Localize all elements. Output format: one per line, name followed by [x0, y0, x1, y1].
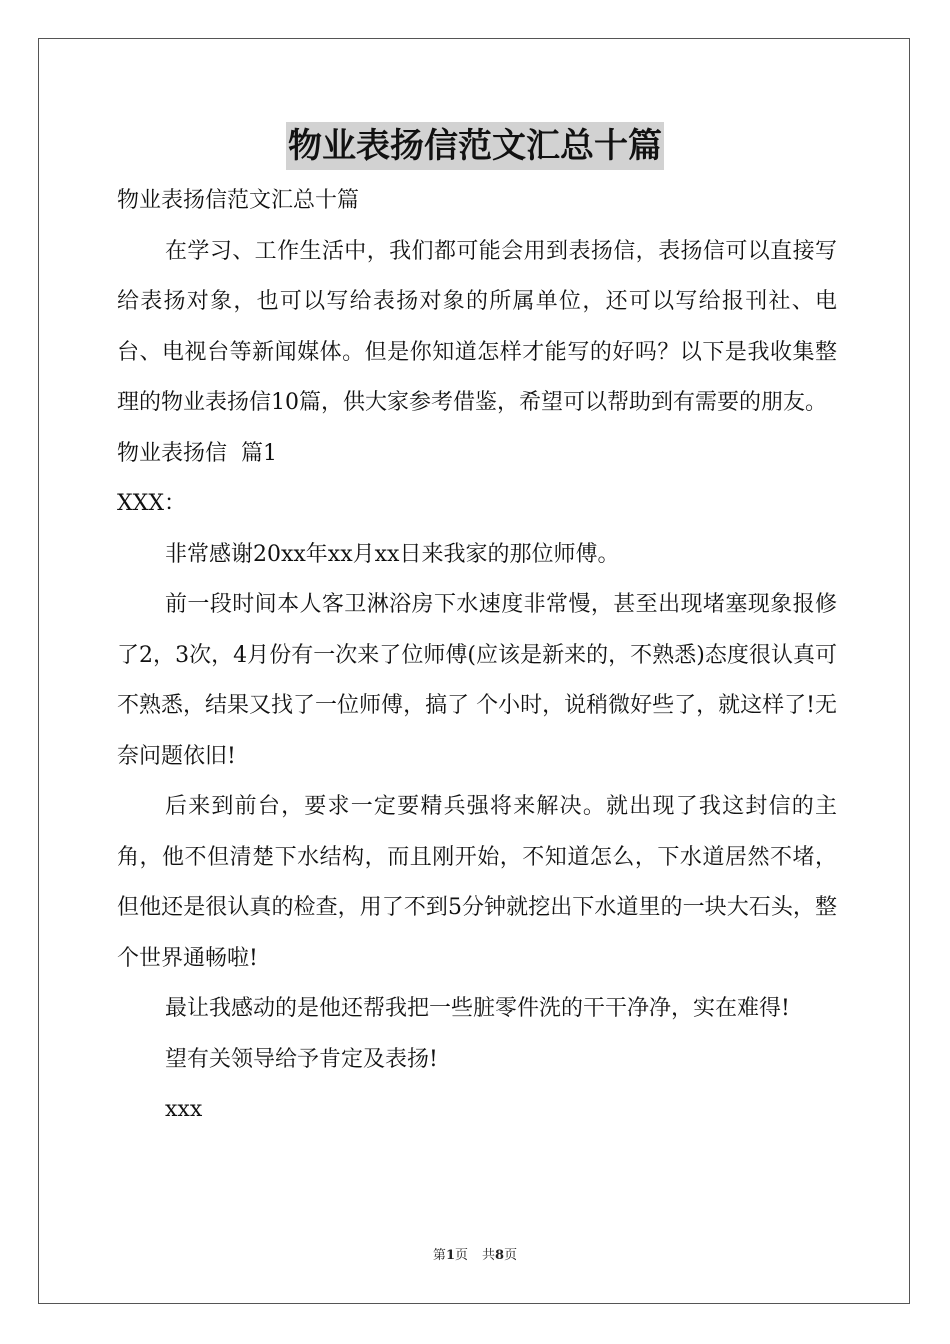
title-container [0, 122, 950, 170]
body-paragraph: 最让我感动的是他还帮我把一些脏零件洗的干干净净，实在难得! [165, 996, 790, 1021]
section-heading: 物业表扬信 篇1 [117, 440, 277, 466]
subtitle-line: 物业表扬信范文汇总十篇 [117, 188, 360, 213]
page-footer [0, 1244, 950, 1263]
body-paragraph: 非常感谢20xx年xx月xx日来我家的那位师傅。 [165, 541, 620, 567]
signature: xxx [165, 1097, 203, 1122]
total-suffix: 页 [504, 1248, 518, 1263]
document-body [117, 176, 837, 1136]
salutation: XXX： [117, 491, 186, 516]
page-prefix: 第 [432, 1248, 446, 1263]
page-total: 8 [495, 1248, 505, 1263]
body-paragraph: 后来到前台，要求一定要精兵强将来解决。就出现了我这封信的主角，他不但清楚下水结构，而且刚开始，不知道怎么，下水道居然不堵，但他还是很认真的检查，用了不到5分钟就挖出下水道里的一块大石头，整个世界通畅啦! [117, 794, 837, 971]
body-paragraph: 望有关领导给予肯定及表扬! [165, 1046, 438, 1072]
intro-paragraph: 在学习、工作生活中，我们都可能会用到表扬信，表扬信可以直接写给表扬对象，也可以写给表扬对象的所属单位，还可以写给报刊社、电台、电视台等新闻媒体。但是你知道怎样才能写的好吗？以下是我收集整理的物业表扬信10篇，供大家参考借鉴，希望可以帮助到有需要的朋友。 [117, 238, 837, 415]
total-prefix: 共 [482, 1248, 496, 1263]
document-title: 物业表扬信范文汇总十篇 [286, 122, 664, 170]
page-current: 1 [445, 1248, 455, 1263]
body-paragraph: 前一段时间本人客卫淋浴房下水速度非常慢，甚至出现堵塞现象报修了2，3次，4月份有一次来了位师傅(应该是新来的，不熟悉)态度很认真可不熟悉，结果又找了一位师傅，搞了 个小时，说稍微好些了，就这样了!无奈问题依旧! [117, 592, 837, 769]
page-suffix: 页 [454, 1248, 468, 1263]
